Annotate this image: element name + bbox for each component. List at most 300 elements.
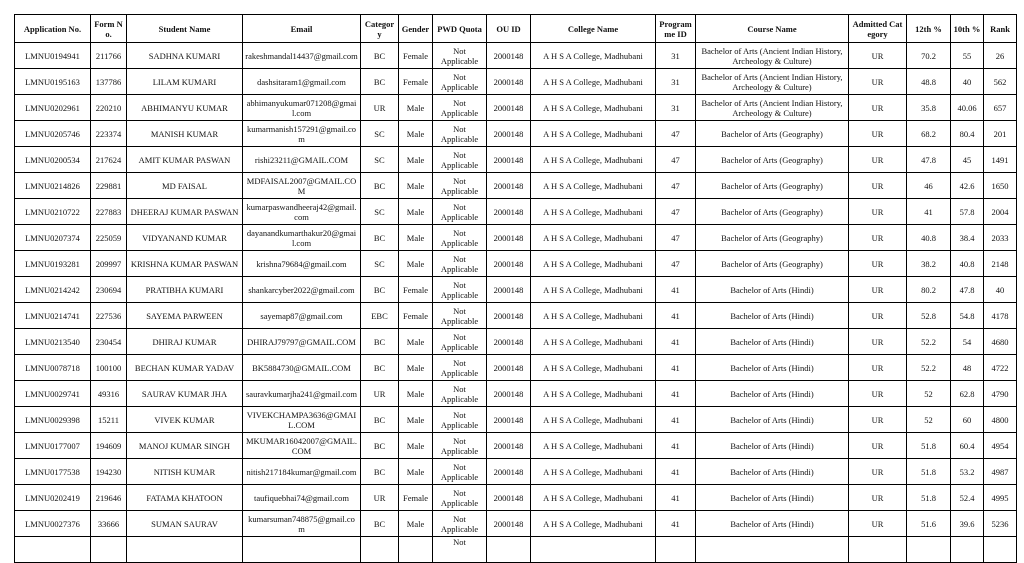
admitted-category-cell: UR <box>849 485 907 511</box>
gender-cell <box>399 537 433 563</box>
email-cell <box>243 537 361 563</box>
application-no-cell: LMNU0029741 <box>15 381 91 407</box>
form-no-cell: 194609 <box>91 433 127 459</box>
tenth-percent-cell: 60 <box>951 407 984 433</box>
tenth-percent-cell: 45 <box>951 147 984 173</box>
pwd-quota-cell: Not Applicable <box>433 277 487 303</box>
tenth-percent-cell: 80.4 <box>951 121 984 147</box>
course-name-cell: Bachelor of Arts (Geography) <box>696 199 849 225</box>
course-name-cell: Bachelor of Arts (Hindi) <box>696 355 849 381</box>
pwd-quota-cell: Not Applicable <box>433 147 487 173</box>
twelfth-percent-cell: 70.2 <box>907 43 951 69</box>
programme-id-cell: 41 <box>656 407 696 433</box>
table-row <box>15 433 1017 459</box>
header-row <box>15 15 1017 43</box>
college-name-cell: A H S A College, Madhubani <box>531 485 656 511</box>
ou-id-cell: 2000148 <box>487 225 531 251</box>
category-cell: BC <box>361 407 399 433</box>
email-cell: kumarpaswandheeraj42@gmail.com <box>243 199 361 225</box>
admission-list-table <box>14 14 1017 563</box>
programme-id-cell: 41 <box>656 303 696 329</box>
programme-id-cell: 41 <box>656 277 696 303</box>
college-name-cell: A H S A College, Madhubani <box>531 69 656 95</box>
twelfth-percent-cell: 52 <box>907 381 951 407</box>
course-name-cell: Bachelor of Arts (Geography) <box>696 251 849 277</box>
admitted-category-cell: UR <box>849 225 907 251</box>
rank-cell: 2004 <box>984 199 1017 225</box>
category-cell: BC <box>361 355 399 381</box>
twelfth-percent-cell: 46 <box>907 173 951 199</box>
form-no-cell: 223374 <box>91 121 127 147</box>
gender-cell: Male <box>399 251 433 277</box>
email-cell: taufiquebhai74@gmail.com <box>243 485 361 511</box>
category-cell: SC <box>361 121 399 147</box>
table-row <box>15 511 1017 537</box>
application-no-cell: LMNU0027376 <box>15 511 91 537</box>
student-name-cell: MANISH KUMAR <box>127 121 243 147</box>
application-no-cell: LMNU0029398 <box>15 407 91 433</box>
email-cell: MDFAISAL2007@GMAIL.COM <box>243 173 361 199</box>
form-no-cell: 225059 <box>91 225 127 251</box>
application-no-cell: LMNU0078718 <box>15 355 91 381</box>
college-name-cell: A H S A College, Madhubani <box>531 147 656 173</box>
email-cell: shankarcyber2022@gmail.com <box>243 277 361 303</box>
twelfth-percent-cell: 52.2 <box>907 355 951 381</box>
admitted-category-cell: UR <box>849 147 907 173</box>
course-name-cell: Bachelor of Arts (Geography) <box>696 173 849 199</box>
admitted-category-cell: UR <box>849 381 907 407</box>
pwd-quota-cell: Not Applicable <box>433 121 487 147</box>
ou-id-cell: 2000148 <box>487 407 531 433</box>
student-name-cell: FATAMA KHATOON <box>127 485 243 511</box>
tenth-percent-cell <box>951 537 984 563</box>
category-cell: EBC <box>361 303 399 329</box>
rank-cell: 4680 <box>984 329 1017 355</box>
college-name-cell: A H S A College, Madhubani <box>531 225 656 251</box>
tenth-percent-cell: 60.4 <box>951 433 984 459</box>
course-name-cell: Bachelor of Arts (Ancient Indian History, Archeology & Culture) <box>696 43 849 69</box>
college-name-cell: A H S A College, Madhubani <box>531 381 656 407</box>
category-cell: BC <box>361 329 399 355</box>
application-no-cell: LMNU0177007 <box>15 433 91 459</box>
table-row <box>15 329 1017 355</box>
twelfth-percent-cell: 68.2 <box>907 121 951 147</box>
header-10th-percent: 10th % <box>951 15 984 43</box>
email-cell: MKUMAR16042007@GMAIL.COM <box>243 433 361 459</box>
tenth-percent-cell: 55 <box>951 43 984 69</box>
twelfth-percent-cell: 52.2 <box>907 329 951 355</box>
rank-cell: 4790 <box>984 381 1017 407</box>
table-row <box>15 459 1017 485</box>
form-no-cell: 220210 <box>91 95 127 121</box>
admitted-category-cell: UR <box>849 459 907 485</box>
email-cell: nitish217184kumar@gmail.com <box>243 459 361 485</box>
ou-id-cell: 2000148 <box>487 173 531 199</box>
programme-id-cell: 47 <box>656 173 696 199</box>
category-cell: BC <box>361 173 399 199</box>
programme-id-cell: 41 <box>656 485 696 511</box>
application-no-cell: LMNU0202961 <box>15 95 91 121</box>
admitted-category-cell: UR <box>849 329 907 355</box>
email-cell: sayemap87@gmail.com <box>243 303 361 329</box>
admitted-category-cell: UR <box>849 303 907 329</box>
tenth-percent-cell: 53.2 <box>951 459 984 485</box>
application-no-cell: LMNU0193281 <box>15 251 91 277</box>
twelfth-percent-cell: 51.8 <box>907 485 951 511</box>
application-no-cell: LMNU0210722 <box>15 199 91 225</box>
rank-cell: 201 <box>984 121 1017 147</box>
programme-id-cell: 41 <box>656 355 696 381</box>
programme-id-cell: 31 <box>656 43 696 69</box>
ou-id-cell: 2000148 <box>487 433 531 459</box>
form-no-cell: 137786 <box>91 69 127 95</box>
application-no-cell: LMNU0214741 <box>15 303 91 329</box>
student-name-cell: ABHIMANYU KUMAR <box>127 95 243 121</box>
category-cell: BC <box>361 69 399 95</box>
pwd-quota-cell: Not Applicable <box>433 381 487 407</box>
student-name-cell: MANOJ KUMAR SINGH <box>127 433 243 459</box>
email-cell: DHIRAJ79797@GMAIL.COM <box>243 329 361 355</box>
header-ou-id: OU ID <box>487 15 531 43</box>
admitted-category-cell: UR <box>849 407 907 433</box>
header-gender: Gender <box>399 15 433 43</box>
ou-id-cell: 2000148 <box>487 69 531 95</box>
email-cell: VIVEKCHAMPA3636@GMAIL.COM <box>243 407 361 433</box>
gender-cell: Female <box>399 43 433 69</box>
category-cell: UR <box>361 95 399 121</box>
header-12th-percent: 12th % <box>907 15 951 43</box>
application-no-cell: LMNU0200534 <box>15 147 91 173</box>
form-no-cell: 227883 <box>91 199 127 225</box>
gender-cell: Female <box>399 485 433 511</box>
form-no-cell: 229881 <box>91 173 127 199</box>
category-cell: SC <box>361 199 399 225</box>
gender-cell: Male <box>399 381 433 407</box>
category-cell: BC <box>361 43 399 69</box>
rank-cell: 5236 <box>984 511 1017 537</box>
tenth-percent-cell: 40.8 <box>951 251 984 277</box>
gender-cell: Male <box>399 95 433 121</box>
gender-cell: Male <box>399 225 433 251</box>
email-cell: BK5884730@GMAIL.COM <box>243 355 361 381</box>
programme-id-cell: 41 <box>656 433 696 459</box>
student-name-cell: VIDYANAND KUMAR <box>127 225 243 251</box>
form-no-cell: 211766 <box>91 43 127 69</box>
programme-id-cell: 47 <box>656 121 696 147</box>
twelfth-percent-cell: 51.6 <box>907 511 951 537</box>
table-row <box>15 121 1017 147</box>
application-no-cell: LMNU0194941 <box>15 43 91 69</box>
gender-cell: Male <box>399 199 433 225</box>
student-name-cell: PRATIBHA KUMARI <box>127 277 243 303</box>
twelfth-percent-cell <box>907 537 951 563</box>
twelfth-percent-cell: 38.2 <box>907 251 951 277</box>
ou-id-cell <box>487 537 531 563</box>
gender-cell: Female <box>399 69 433 95</box>
category-cell: BC <box>361 433 399 459</box>
admitted-category-cell <box>849 537 907 563</box>
email-cell: krishna79684@gmail.com <box>243 251 361 277</box>
header-pwd-quota: PWD Quota <box>433 15 487 43</box>
student-name-cell: DHEERAJ KUMAR PASWAN <box>127 199 243 225</box>
header-email: Email <box>243 15 361 43</box>
course-name-cell: Bachelor of Arts (Hindi) <box>696 459 849 485</box>
admitted-category-cell: UR <box>849 173 907 199</box>
gender-cell: Male <box>399 433 433 459</box>
form-no-cell: 209997 <box>91 251 127 277</box>
gender-cell: Male <box>399 147 433 173</box>
programme-id-cell: 47 <box>656 199 696 225</box>
twelfth-percent-cell: 40.8 <box>907 225 951 251</box>
form-no-cell: 230454 <box>91 329 127 355</box>
tenth-percent-cell: 40 <box>951 69 984 95</box>
course-name-cell: Bachelor of Arts (Geography) <box>696 147 849 173</box>
pwd-quota-cell: Not Applicable <box>433 225 487 251</box>
table-row <box>15 69 1017 95</box>
email-cell: kumarmanish157291@gmail.com <box>243 121 361 147</box>
student-name-cell: SADHNA KUMARI <box>127 43 243 69</box>
rank-cell: 1491 <box>984 147 1017 173</box>
gender-cell: Male <box>399 459 433 485</box>
ou-id-cell: 2000148 <box>487 277 531 303</box>
pwd-quota-cell: Not Applicable <box>433 407 487 433</box>
admitted-category-cell: UR <box>849 433 907 459</box>
pwd-quota-cell: Not Applicable <box>433 511 487 537</box>
table-row <box>15 225 1017 251</box>
pwd-quota-cell: Not Applicable <box>433 69 487 95</box>
table-row <box>15 355 1017 381</box>
form-no-cell: 15211 <box>91 407 127 433</box>
student-name-cell: DHIRAJ KUMAR <box>127 329 243 355</box>
header-college-name: College Name <box>531 15 656 43</box>
category-cell: UR <box>361 381 399 407</box>
table-row <box>15 251 1017 277</box>
admitted-category-cell: UR <box>849 355 907 381</box>
application-no-cell: LMNU0207374 <box>15 225 91 251</box>
email-cell: abhimanyukumar071208@gmail.com <box>243 95 361 121</box>
student-name-cell: SAYEMA PARWEEN <box>127 303 243 329</box>
admission-list-page <box>14 14 1010 563</box>
college-name-cell <box>531 537 656 563</box>
header-course-name: Course Name <box>696 15 849 43</box>
student-name-cell: KRISHNA KUMAR PASWAN <box>127 251 243 277</box>
pwd-quota-cell: Not Applicable <box>433 433 487 459</box>
header-rank: Rank <box>984 15 1017 43</box>
admitted-category-cell: UR <box>849 121 907 147</box>
rank-cell: 4178 <box>984 303 1017 329</box>
ou-id-cell: 2000148 <box>487 329 531 355</box>
tenth-percent-cell: 62.8 <box>951 381 984 407</box>
rank-cell: 4722 <box>984 355 1017 381</box>
college-name-cell: A H S A College, Madhubani <box>531 121 656 147</box>
college-name-cell: A H S A College, Madhubani <box>531 277 656 303</box>
twelfth-percent-cell: 41 <box>907 199 951 225</box>
pwd-quota-cell: Not Applicable <box>433 329 487 355</box>
application-no-cell: LMNU0202419 <box>15 485 91 511</box>
header-programme-id: Program me ID <box>656 15 696 43</box>
tenth-percent-cell: 40.06 <box>951 95 984 121</box>
ou-id-cell: 2000148 <box>487 199 531 225</box>
student-name-cell: BECHAN KUMAR YADAV <box>127 355 243 381</box>
rank-cell: 2033 <box>984 225 1017 251</box>
form-no-cell: 230694 <box>91 277 127 303</box>
application-no-cell: LMNU0177538 <box>15 459 91 485</box>
programme-id-cell: 31 <box>656 69 696 95</box>
form-no-cell: 219646 <box>91 485 127 511</box>
pwd-quota-cell: Not Applicable <box>433 95 487 121</box>
tenth-percent-cell: 47.8 <box>951 277 984 303</box>
form-no-cell: 100100 <box>91 355 127 381</box>
category-cell: UR <box>361 485 399 511</box>
header-admitted-category: Admitted Category <box>849 15 907 43</box>
admitted-category-cell: UR <box>849 199 907 225</box>
programme-id-cell: 41 <box>656 381 696 407</box>
tenth-percent-cell: 48 <box>951 355 984 381</box>
form-no-cell: 33666 <box>91 511 127 537</box>
course-name-cell: Bachelor of Arts (Ancient Indian History, Archeology & Culture) <box>696 95 849 121</box>
header-form-no: Form No. <box>91 15 127 43</box>
college-name-cell: A H S A College, Madhubani <box>531 43 656 69</box>
form-no-cell: 227536 <box>91 303 127 329</box>
tenth-percent-cell: 54 <box>951 329 984 355</box>
ou-id-cell: 2000148 <box>487 485 531 511</box>
form-no-cell: 217624 <box>91 147 127 173</box>
admitted-category-cell: UR <box>849 511 907 537</box>
gender-cell: Male <box>399 407 433 433</box>
ou-id-cell: 2000148 <box>487 251 531 277</box>
table-row <box>15 173 1017 199</box>
table-row <box>15 303 1017 329</box>
table-row <box>15 95 1017 121</box>
rank-cell: 40 <box>984 277 1017 303</box>
college-name-cell: A H S A College, Madhubani <box>531 199 656 225</box>
programme-id-cell <box>656 537 696 563</box>
gender-cell: Male <box>399 173 433 199</box>
pwd-quota-cell: Not Applicable <box>433 303 487 329</box>
tenth-percent-cell: 52.4 <box>951 485 984 511</box>
category-cell: BC <box>361 277 399 303</box>
ou-id-cell: 2000148 <box>487 381 531 407</box>
student-name-cell: SAURAV KUMAR JHA <box>127 381 243 407</box>
header-application-no: Application No. <box>15 15 91 43</box>
college-name-cell: A H S A College, Madhubani <box>531 329 656 355</box>
course-name-cell: Bachelor of Arts (Hindi) <box>696 407 849 433</box>
course-name-cell <box>696 537 849 563</box>
table-row-partial <box>15 537 1017 563</box>
rank-cell: 2148 <box>984 251 1017 277</box>
form-no-cell: 49316 <box>91 381 127 407</box>
admitted-category-cell: UR <box>849 69 907 95</box>
category-cell: SC <box>361 147 399 173</box>
ou-id-cell: 2000148 <box>487 511 531 537</box>
programme-id-cell: 47 <box>656 251 696 277</box>
application-no-cell: LMNU0214826 <box>15 173 91 199</box>
ou-id-cell: 2000148 <box>487 147 531 173</box>
ou-id-cell: 2000148 <box>487 355 531 381</box>
programme-id-cell: 41 <box>656 511 696 537</box>
category-cell: BC <box>361 511 399 537</box>
pwd-quota-cell: Not Applicable <box>433 485 487 511</box>
admitted-category-cell: UR <box>849 43 907 69</box>
college-name-cell: A H S A College, Madhubani <box>531 95 656 121</box>
tenth-percent-cell: 42.6 <box>951 173 984 199</box>
course-name-cell: Bachelor of Arts (Hindi) <box>696 329 849 355</box>
college-name-cell: A H S A College, Madhubani <box>531 407 656 433</box>
application-no-cell: LMNU0214242 <box>15 277 91 303</box>
admitted-category-cell: UR <box>849 251 907 277</box>
college-name-cell: A H S A College, Madhubani <box>531 355 656 381</box>
pwd-quota-cell: Not Applicable <box>433 43 487 69</box>
ou-id-cell: 2000148 <box>487 43 531 69</box>
course-name-cell: Bachelor of Arts (Geography) <box>696 225 849 251</box>
twelfth-percent-cell: 51.8 <box>907 459 951 485</box>
pwd-quota-cell: Not Applicable <box>433 251 487 277</box>
category-cell: SC <box>361 251 399 277</box>
email-cell: kumarsuman748875@gmail.com <box>243 511 361 537</box>
ou-id-cell: 2000148 <box>487 121 531 147</box>
email-cell: dayanandkumarthakur20@gmail.com <box>243 225 361 251</box>
category-cell: BC <box>361 225 399 251</box>
student-name-cell: MD FAISAL <box>127 173 243 199</box>
gender-cell: Male <box>399 121 433 147</box>
pwd-quota-cell: Not Applicable <box>433 173 487 199</box>
ou-id-cell: 2000148 <box>487 95 531 121</box>
rank-cell: 1650 <box>984 173 1017 199</box>
table-row <box>15 43 1017 69</box>
table-body <box>15 43 1017 563</box>
rank-cell: 4987 <box>984 459 1017 485</box>
admitted-category-cell: UR <box>849 95 907 121</box>
rank-cell: 4800 <box>984 407 1017 433</box>
course-name-cell: Bachelor of Arts (Hindi) <box>696 485 849 511</box>
twelfth-percent-cell: 35.8 <box>907 95 951 121</box>
table-row <box>15 147 1017 173</box>
pwd-quota-cell: Not Applicable <box>433 355 487 381</box>
college-name-cell: A H S A College, Madhubani <box>531 459 656 485</box>
student-name-cell: SUMAN SAURAV <box>127 511 243 537</box>
rank-cell: 4995 <box>984 485 1017 511</box>
application-no-cell <box>15 537 91 563</box>
email-cell: sauravkumarjha241@gmail.com <box>243 381 361 407</box>
gender-cell: Female <box>399 303 433 329</box>
header-student-name: Student Name <box>127 15 243 43</box>
twelfth-percent-cell: 52 <box>907 407 951 433</box>
twelfth-percent-cell: 51.8 <box>907 433 951 459</box>
application-no-cell: LMNU0205746 <box>15 121 91 147</box>
course-name-cell: Bachelor of Arts (Hindi) <box>696 277 849 303</box>
programme-id-cell: 41 <box>656 329 696 355</box>
category-cell: BC <box>361 459 399 485</box>
college-name-cell: A H S A College, Madhubani <box>531 303 656 329</box>
tenth-percent-cell: 39.6 <box>951 511 984 537</box>
table-row <box>15 485 1017 511</box>
course-name-cell: Bachelor of Arts (Ancient Indian History, Archeology & Culture) <box>696 69 849 95</box>
email-cell: rishi23211@GMAIL.COM <box>243 147 361 173</box>
twelfth-percent-cell: 48.8 <box>907 69 951 95</box>
programme-id-cell: 47 <box>656 147 696 173</box>
twelfth-percent-cell: 47.8 <box>907 147 951 173</box>
student-name-cell <box>127 537 243 563</box>
student-name-cell: NITISH KUMAR <box>127 459 243 485</box>
gender-cell: Female <box>399 277 433 303</box>
college-name-cell: A H S A College, Madhubani <box>531 251 656 277</box>
course-name-cell: Bachelor of Arts (Hindi) <box>696 511 849 537</box>
category-cell <box>361 537 399 563</box>
twelfth-percent-cell: 80.2 <box>907 277 951 303</box>
rank-cell: 26 <box>984 43 1017 69</box>
ou-id-cell: 2000148 <box>487 303 531 329</box>
college-name-cell: A H S A College, Madhubani <box>531 433 656 459</box>
